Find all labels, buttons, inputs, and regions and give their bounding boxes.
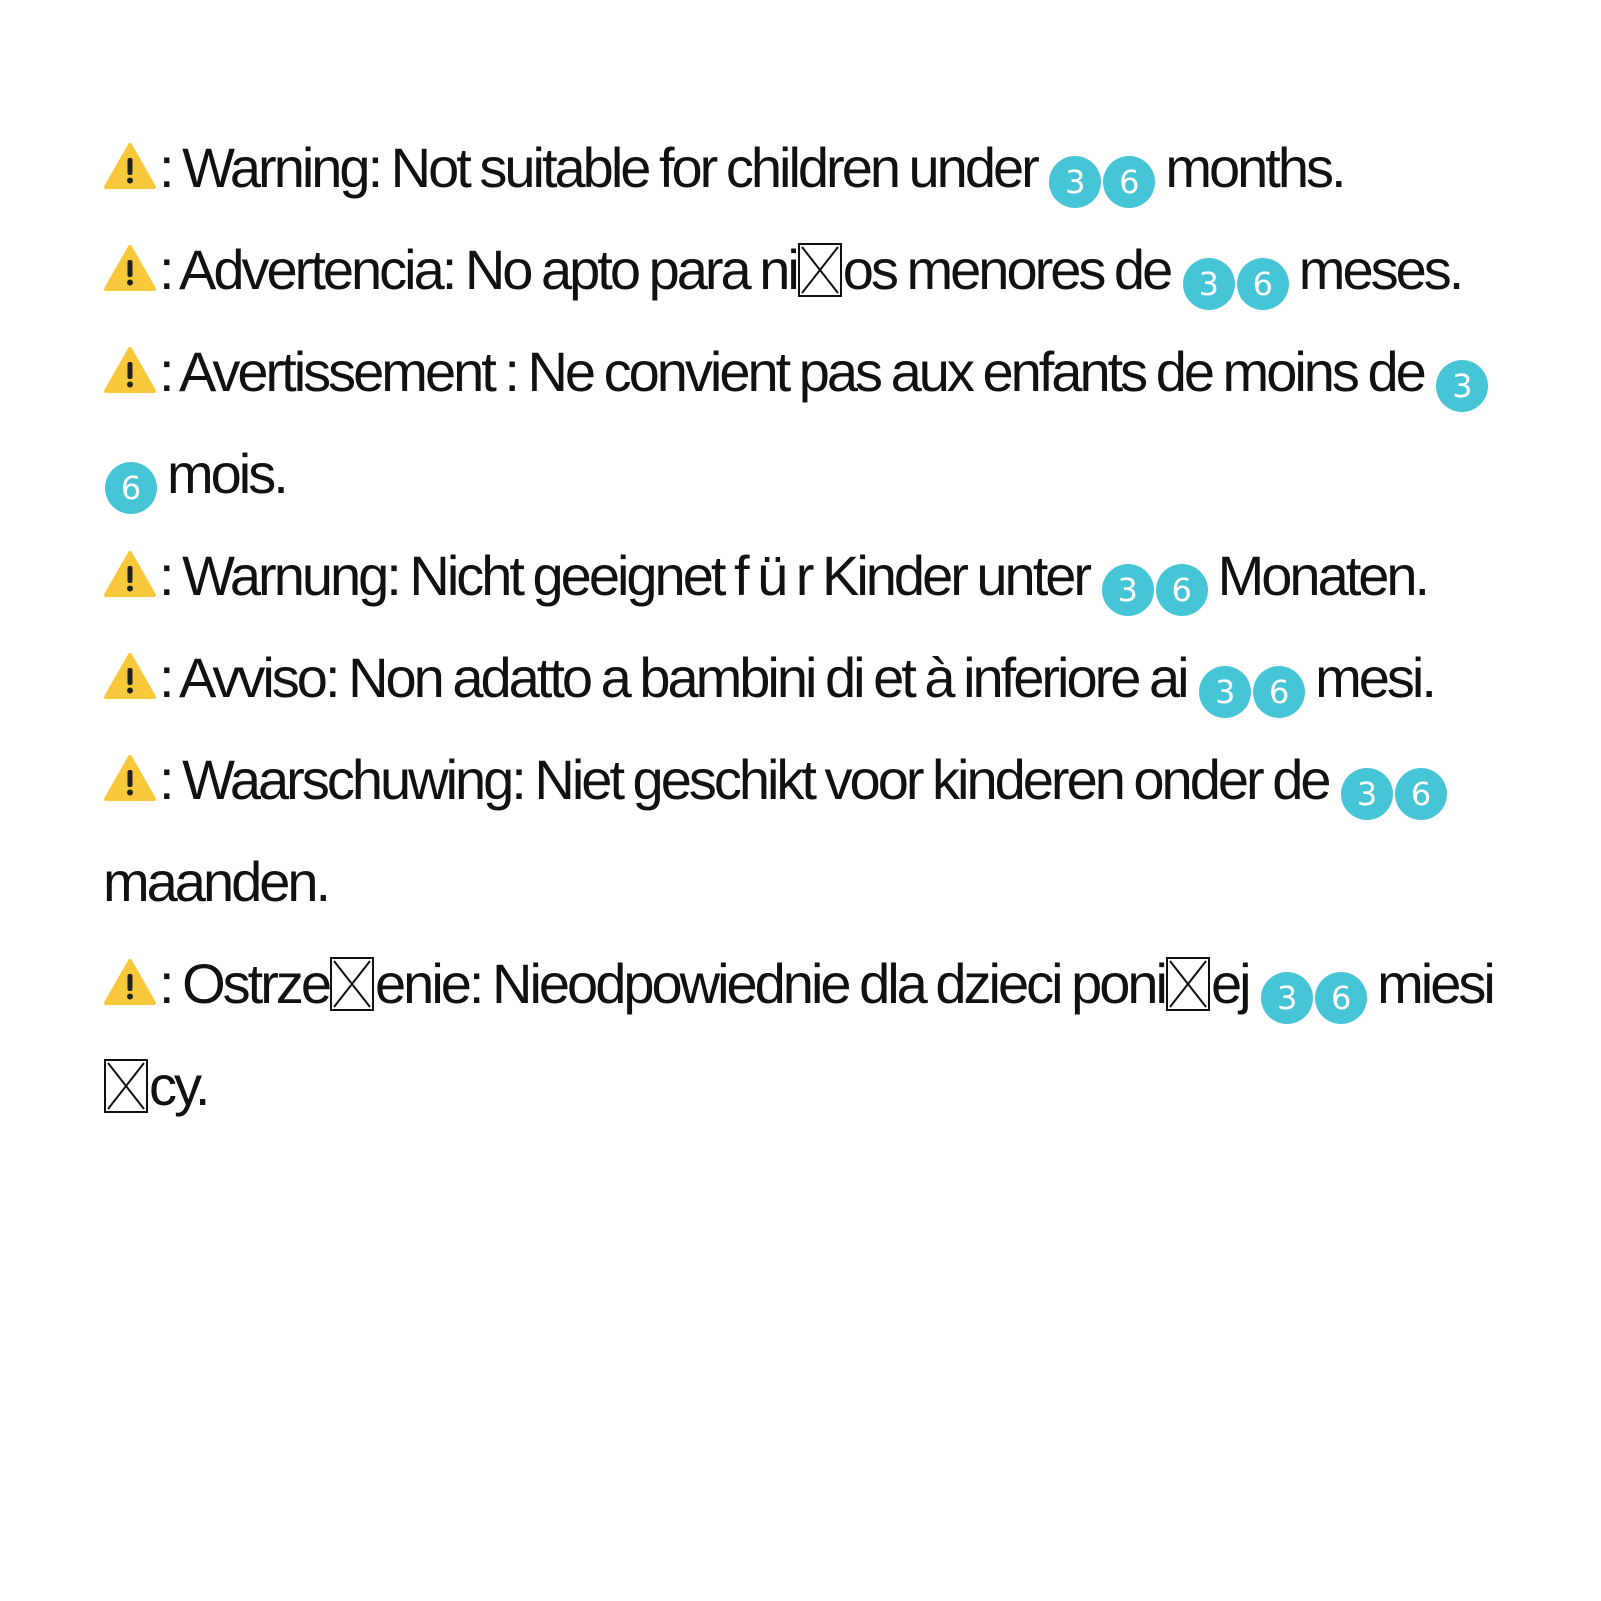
warning-triangle-icon: [103, 753, 157, 803]
digit-badge-3: 3: [1436, 360, 1488, 412]
digit-badge-6: 6: [1156, 564, 1208, 616]
digit-badge-3: 3: [1341, 768, 1393, 820]
warning-text: : Warnung: Nicht geeignet f ü r Kinder unter: [159, 544, 1090, 607]
warning-tail: Monaten.: [1217, 544, 1428, 607]
warning-dutch: [103, 729, 1523, 933]
digit-badge-3: 3: [1199, 666, 1251, 718]
warning-text-cont-2: ej: [1210, 952, 1249, 1015]
warning-tail: meses.: [1298, 238, 1462, 301]
digit-badge-6: 6: [1253, 666, 1305, 718]
digit-badge-3: 3: [1049, 156, 1101, 208]
warning-spanish: [103, 219, 1523, 321]
warning-triangle-icon: [103, 549, 157, 599]
missing-glyph-box: [798, 243, 842, 297]
warning-tail-end: cy.: [149, 1054, 208, 1117]
warning-triangle-icon: [103, 345, 157, 395]
warning-triangle-icon: [103, 243, 157, 293]
warning-tail: mois.: [167, 442, 286, 505]
warning-english: [103, 117, 1523, 219]
warning-text: : Warning: Not suitable for children under: [159, 136, 1037, 199]
warning-text-cont: os menores de: [842, 238, 1171, 301]
digit-badge-6: 6: [105, 462, 157, 514]
warning-text: : Avertissement : Ne convient pas aux enfants de moins de: [159, 340, 1424, 403]
digit-badge-3: 3: [1261, 972, 1313, 1024]
warning-triangle-icon: [103, 957, 157, 1007]
warning-text: : Advertencia: No apto para ni: [159, 238, 797, 301]
warning-french: [103, 321, 1523, 525]
warning-triangle-icon: [103, 141, 157, 191]
warning-tail: months.: [1165, 136, 1344, 199]
warning-text-cont: enie: Nieodpowiednie dla dzieci poni: [375, 952, 1165, 1015]
digit-badge-6: 6: [1237, 258, 1289, 310]
digit-badge-6: 6: [1395, 768, 1447, 820]
warning-tail: mesi.: [1315, 646, 1434, 709]
digit-badge-3: 3: [1102, 564, 1154, 616]
warning-triangle-icon: [103, 651, 157, 701]
missing-glyph-box: [1166, 957, 1210, 1011]
missing-glyph-box: [104, 1059, 148, 1113]
missing-glyph-box: [330, 957, 374, 1011]
warning-text: : Waarschuwing: Niet geschikt voor kinderen onder de: [159, 748, 1329, 811]
digit-badge-6: 6: [1315, 972, 1367, 1024]
warning-polish: [103, 933, 1523, 1137]
warning-text: : Avviso: Non adatto a bambini di et à inferiore ai: [159, 646, 1187, 709]
warning-tail: maanden.: [103, 850, 329, 913]
digit-badge-6: 6: [1103, 156, 1155, 208]
warning-tail-start: miesi: [1377, 952, 1493, 1015]
digit-badge-3: 3: [1183, 258, 1235, 310]
warning-text: : Ostrze: [159, 952, 330, 1015]
warning-document: [103, 117, 1523, 1137]
warning-italian: [103, 627, 1523, 729]
warning-german: [103, 525, 1523, 627]
